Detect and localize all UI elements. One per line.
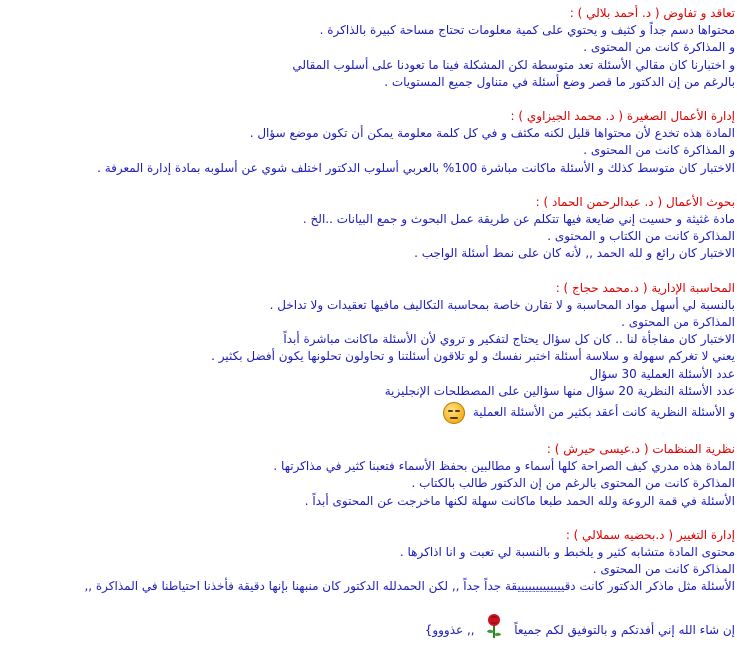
course-line: و المذاكرة كانت من المحتوى .	[583, 40, 735, 55]
rose-icon	[484, 613, 504, 648]
course-section	[4, 527, 735, 596]
closing-text: إن شاء الله إني أفدتكم و بالتوفيق لكم جميعاً	[514, 622, 735, 637]
course-line: الاختبار كان رائع و لله الحمد ,, لأنه كان على نمط أسئلة الواجب .	[414, 246, 735, 261]
course-title: بحوث الأعمال ( د. عبدالرحمن الحماد ) :	[535, 194, 735, 209]
course-line: و اختبارنا كان مقالي الأسئلة تعد متوسطة لكن المشكلة فينا ما تعودنا على أسلوب المقالي	[292, 57, 735, 72]
signature: ,, عذووو}	[424, 622, 475, 637]
course-line: بالنسبة لي أسهل مواد المحاسبة و لا تقارن خاصة بمحاسبة التكاليف مافيها تعقيدات ولا تداخل .	[269, 297, 735, 312]
course-line: المذاكرة كانت من المحتوى بالرغم من إن الدكتور طالب بالكتاب .	[411, 476, 735, 491]
course-line: المادة هذه مدري كيف الصراحة كلها أسماء و مطالبين بحفظ الأسماء فتعبنا كثير في مذاكرتها .	[273, 459, 735, 474]
course-line: و الأسئلة النظرية كانت أعقد بكثير من الأسئلة العملية	[472, 405, 735, 420]
course-line: و المذاكرة كانت من المحتوى .	[583, 143, 735, 158]
course-section	[4, 5, 735, 91]
course-line: المادة هذه تخدع لأن محتواها قليل لكنه مكثف و في كل كلمة معلومة يمكن أن تكون موضع سؤال .	[249, 126, 735, 141]
course-line: الاختبار كان متوسط كذلك و الأسئلة ماكانت مباشرة 100% بالعربي أسلوب الدكتور اختلف شوي عن أسلوبه بمادة إدارة المعرفة .	[97, 160, 735, 175]
course-section	[4, 280, 735, 424]
course-title: تعاقد و تفاوض ( د. أحمد بلالي ) :	[569, 6, 735, 20]
course-line: الأسئلة مثل ماذكر الدكتور كانت دقيييييييييييييقة جداً جداً ,, لكن الحمدلله الدكتور كان منبهنا بإنها دقيقة فأخذنا احتياطنا في المذاكرة ,,	[84, 579, 735, 594]
course-line: المذاكرة من المحتوى .	[621, 315, 735, 330]
course-title: إدارة التغيير ( د.بحضيه سملالي ) :	[565, 527, 735, 542]
course-line: المذاكرة كانت من المحتوى .	[592, 562, 735, 577]
course-line: الأسئلة في قمة الروعة ولله الحمد طبعا ماكانت سهلة لكنها ماخرجت عن المحتوى أبداً .	[304, 493, 735, 508]
course-title: المحاسبة الإدارية ( د.محمد حجاج ) :	[555, 280, 735, 295]
closing-line	[4, 613, 735, 648]
course-line-with-emoji	[4, 400, 735, 424]
course-section	[4, 108, 735, 177]
course-line: الاختبار كان مفاجأة لنا .. كان كل سؤال يحتاج لتفكير و تروي لأن الأسئلة ماكانت مباشرة أبداً	[283, 332, 735, 347]
sad-face-icon	[443, 402, 465, 424]
course-section	[4, 441, 735, 510]
course-line: بالرغم من إن الدكتور ما قصر وضع أسئلة في متناول جميع المستويات .	[384, 74, 735, 89]
course-section	[4, 194, 735, 263]
course-title: إدارة الأعمال الصغيرة ( د. محمد الجيزاوي ) :	[510, 109, 735, 124]
course-line: عدد الأسئلة النظرية 20 سؤال منها سؤالين على المصطلحات الإنجليزية	[384, 383, 735, 398]
course-title: نظرية المنظمات ( د.عيسى حيرش ) :	[546, 442, 735, 457]
course-line: محتوى المادة متشابه كثير و يلخبط و بالنسبة لي تعبت و انا اذاكرها .	[399, 545, 735, 560]
course-line: مادة غثيثة و حسيت إني ضايعة فيها تتكلم عن طريقة عمل البحوث و جمع البيانات ..الخ .	[302, 212, 735, 227]
course-line: محتواها دسم جداً و كثيف و يحتوي على كمية معلومات تحتاج مساحة كبيرة بالذاكرة .	[319, 23, 735, 38]
course-line: عدد الأسئلة العملية 30 سؤال	[589, 366, 735, 381]
course-line: المذاكرة كانت من الكتاب و المحتوى .	[547, 229, 735, 244]
course-line: يعني لا تغركم سهولة و سلاسة أسئلة اختبر نفسك و لو تلاقون أسئلتنا و تحاولون تحلونها يكون أفضل بكثير .	[211, 349, 735, 364]
